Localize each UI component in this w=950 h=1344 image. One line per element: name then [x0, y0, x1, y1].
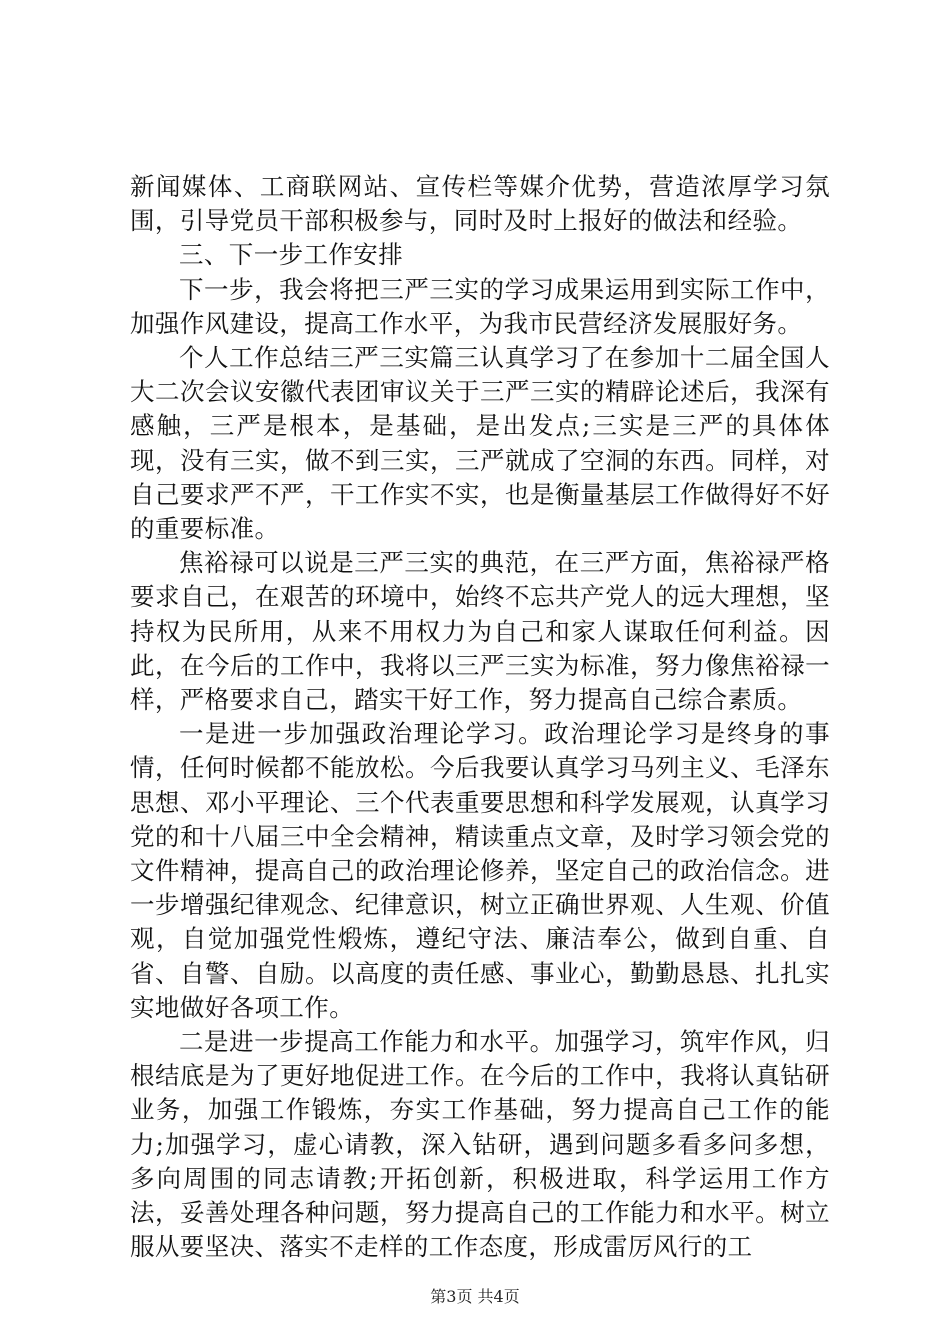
page-footer: 第3页 共4页: [430, 1287, 520, 1306]
paragraph: 焦裕禄可以说是三严三实的典范，在三严方面，焦裕禄严格要求自己，在艰苦的环境中，始终不忘共产党人的远大理想，坚持权为民所用，从来不用权力为自己和家人谋取任何利益。因此，在今后的工作中，我将以三严三实为标准，努力像焦裕禄一样，严格要求自己，踏实干好工作，努力提高自己综合素质。: [130, 548, 830, 715]
paragraph: 二是进一步提高工作能力和水平。加强学习，筑牢作风，归根结底是为了更好地促进工作。在今后的工作中，我将认真钻研业务，加强工作锻炼，夯实工作基础，努力提高自己工作的能力;加强学习，虚心请教，深入钻研，遇到问题多看多问多想，多向周围的同志请教;开拓创新，积极进取，科学运用工作方法，妥善处理各种问题，努力提高自己的工作能力和水平。树立服从要坚决、落实不走样的工作态度，形成雷厉风行的工: [130, 1027, 830, 1262]
paragraph: 一是进一步加强政治理论学习。政治理论学习是终身的事情，任何时候都不能放松。今后我要认真学习马列主义、毛泽东思想、邓小平理论、三个代表重要思想和科学发展观，认真学习党的和十八届三中全会精神，精读重点文章，及时学习领会党的文件精神，提高自己的政治理论修养，坚定自己的政治信念。进一步增强纪律观念、纪律意识，树立正确世界观、人生观、价值观，自觉加强党性煅炼，遵纪守法、廉洁奉公，做到自重、自省、自警、自励。以高度的责任感、事业心，勤勤恳恳、扎扎实实地做好各项工作。: [130, 719, 830, 1022]
body-text: [130, 170, 830, 1265]
paragraph: 下一步，我会将把三严三实的学习成果运用到实际工作中，加强作风建设，提高工作水平，为我市民营经济发展服好务。: [130, 274, 830, 338]
paragraph: 新闻媒体、工商联网站、宣传栏等媒介优势，营造浓厚学习氛围，引导党员干部积极参与，同时及时上报好的做法和经验。: [130, 172, 830, 236]
section-heading: 三、下一步工作安排: [179, 240, 404, 270]
paragraph: 个人工作总结三严三实篇三认真学习了在参加十二届全国人大二次会议安徽代表团审议关于三严三实的精辟论述后，我深有感触，三严是根本，是基础，是出发点;三实是三严的具体体现，没有三实，做不到三实，三严就成了空洞的东西。同样，对自己要求严不严，干工作实不实，也是衡量基层工作做得好不好的重要标准。: [130, 343, 830, 544]
